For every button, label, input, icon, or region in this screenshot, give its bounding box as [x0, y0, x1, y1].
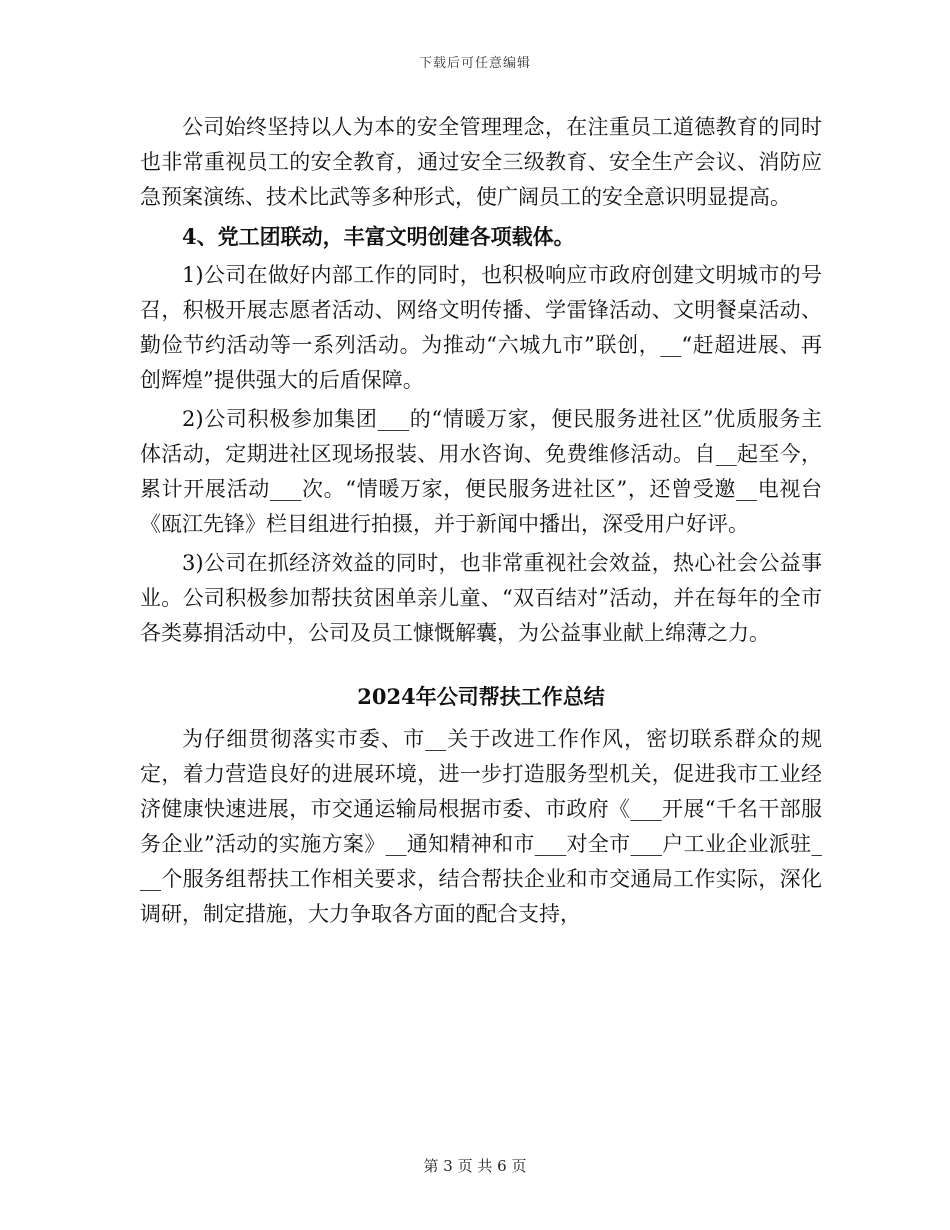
document-title: 2024年公司帮扶工作总结	[357, 684, 605, 709]
list-item-1: 1)公司在做好内部工作的同时，也积极响应市政府创建文明城市的号召，积极开展志愿者活动、网络文明传播、学雷锋活动、文明餐桌活动、勤俭节约活动等一系列活动。为推动“六城九市”联创，__“赶超进展、再创辉煌”提供强大的后盾保障。	[140, 263, 822, 392]
list-item-2: 2)公司积极参加集团___的“情暖万家，便民服务进社区”优质服务主体活动，定期进社区现场报装、用水咨询、免费维修活动。自__起至今，累计开展活动___次。“情暖万家，便民服务进社区”，还曾受邀__电视台《瓯江先锋》栏目组进行拍摄，并于新闻中播出，深受用户好评。	[140, 407, 822, 536]
list-item-3: 3)公司在抓经济效益的同时，也非常重视社会效益，热心社会公益事业。公司积极参加帮扶贫困单亲儿童、“双百结对”活动，并在每年的全市各类募捐活动中，公司及员工慷慨解囊，为公益事业献上绵薄之力。	[140, 551, 822, 645]
document-body	[140, 110, 822, 936]
header-note: 下载后可任意编辑	[418, 56, 531, 71]
summary-paragraph-1: 为仔细贯彻落实市委、市__关于改进工作作风，密切联系群众的规定，着力营造良好的进展环境，进一步打造服务型机关，促进我市工业经济健康快速进展，市交通运输局根据市委、市政府《___开展“千名干部服务企业”活动的实施方案》__通知精神和市___对全市___户工业企业派驻___个服务组帮扶工作相关要求，结合帮扶企业和市交通局工作实际，深化调研，制定措施，大力争取各方面的配合支持，	[140, 727, 822, 926]
page-number-footer: 第 3 页 共 6 页	[423, 1157, 527, 1175]
section-heading-4: 4、党工团联动，丰富文明创建各项载体。	[182, 224, 575, 249]
safety-education-paragraph: 公司始终坚持以人为本的安全管理理念，在注重员工道德教育的同时也非常重视员工的安全教育，通过安全三级教育、安全生产会议、消防应急预案演练、技术比武等多种形式，使广阔员工的安全意识明显提高。	[140, 115, 822, 209]
